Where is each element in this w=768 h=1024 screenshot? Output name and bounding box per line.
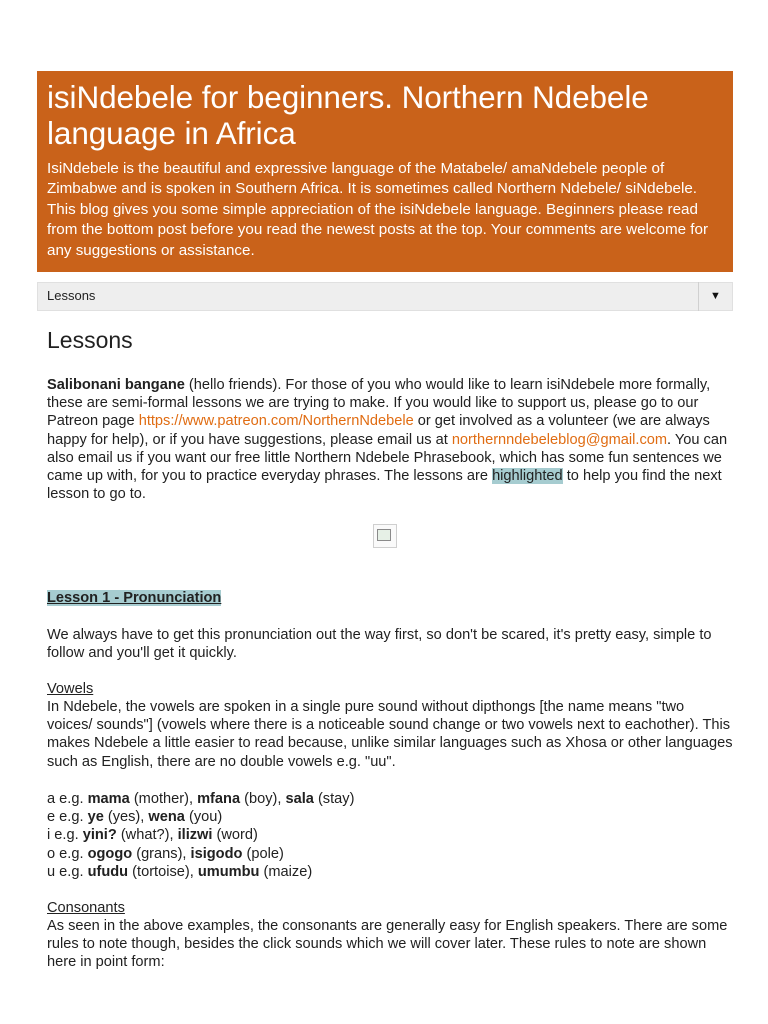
- email-link[interactable]: northernndebeleblog@gmail.com: [451, 431, 668, 448]
- blog-header: [37, 71, 733, 272]
- pages-dropdown[interactable]: [37, 282, 733, 311]
- page-title: Lessons: [47, 327, 133, 353]
- greeting: Salibonani bangane: [47, 377, 185, 393]
- lesson-1-intro: We always have to get this pronunciation out the way first, so don't be scared, it's pretty easy, simple to follow and you'll get it quickly.: [47, 627, 712, 662]
- intro-text: to help you find the next lesson to go to.: [47, 468, 722, 503]
- list-item: o e.g. ogogo (grans), isigodo (pole): [47, 845, 284, 862]
- intro-text: (hello friends). For those of you who would like to learn isiNdebele more formally, these are semi-formal lessons we are trying to make. If you would like to support us, please go to our Patreon page: [47, 377, 711, 430]
- list-item: i e.g. yini? (what?), ilizwi (word): [47, 827, 258, 844]
- blog-title[interactable]: isiNdebele for beginners. Northern Ndebele language in Africa: [47, 79, 649, 151]
- broken-image-icon[interactable]: [373, 524, 397, 548]
- post-body: [47, 376, 733, 503]
- list-item: a e.g. mama (mother), mfana (boy), sala (stay): [47, 791, 355, 807]
- dropdown-arrow-icon[interactable]: ▼: [698, 282, 732, 311]
- dropdown-selected-label: Lessons: [47, 288, 96, 303]
- highlighted-word: highlighted: [492, 468, 563, 485]
- patreon-link[interactable]: https://www.patreon.com/NorthernNdebele: [138, 413, 414, 430]
- list-item: u e.g. ufudu (tortoise), umumbu (maize): [47, 863, 313, 880]
- intro-text: . You can also email us if you want our free little Northern Ndebele Phrasebook, which has some fun sentences we came up with, for you to practice everyday phrases. The lessons are: [47, 431, 728, 485]
- list-item: e e.g. ye (yes), wena (you): [47, 809, 223, 826]
- intro-text: or get involved as a volunteer (we are always happy for help), or if you have suggestions, please email us at: [47, 413, 710, 448]
- intro-paragraph: [47, 376, 733, 503]
- consonants-heading: Consonants: [47, 900, 125, 916]
- lesson-1-heading[interactable]: Lesson 1 - Pronunciation: [47, 590, 222, 606]
- vowels-heading: Vowels: [47, 681, 94, 697]
- consonants-text: As seen in the above examples, the consonants are generally easy for English speakers. There are some rules to note though, besides the click sounds which we will cover later. These rules to note are shown here in point form:: [47, 918, 728, 971]
- vowels-text: In Ndebele, the vowels are spoken in a single pure sound without dipthongs [the name means "two voices/ sounds"] (vowels where there is a noticeable sound change or two vowels next to eachother). This makes Ndebele a little easier to read because, unlike similar languages such as Xhosa or other languages such as English, there are no double vowels e.g. "uu".: [47, 699, 733, 770]
- vowel-examples-list: [47, 790, 733, 881]
- blog-description: IsiNdebele is the beautiful and expressive language of the Matabele/ amaNdebele people of Zimbabwe and is spoken in Southern Africa. It is sometimes called Northern Ndebele/ siNdebele. This blog gives you some simple appreciation of the isiNdebele language. Beginners please read from the bottom post before you read the newest posts at the top. Your comments are welcome for any suggestions or assistance.: [47, 160, 709, 259]
